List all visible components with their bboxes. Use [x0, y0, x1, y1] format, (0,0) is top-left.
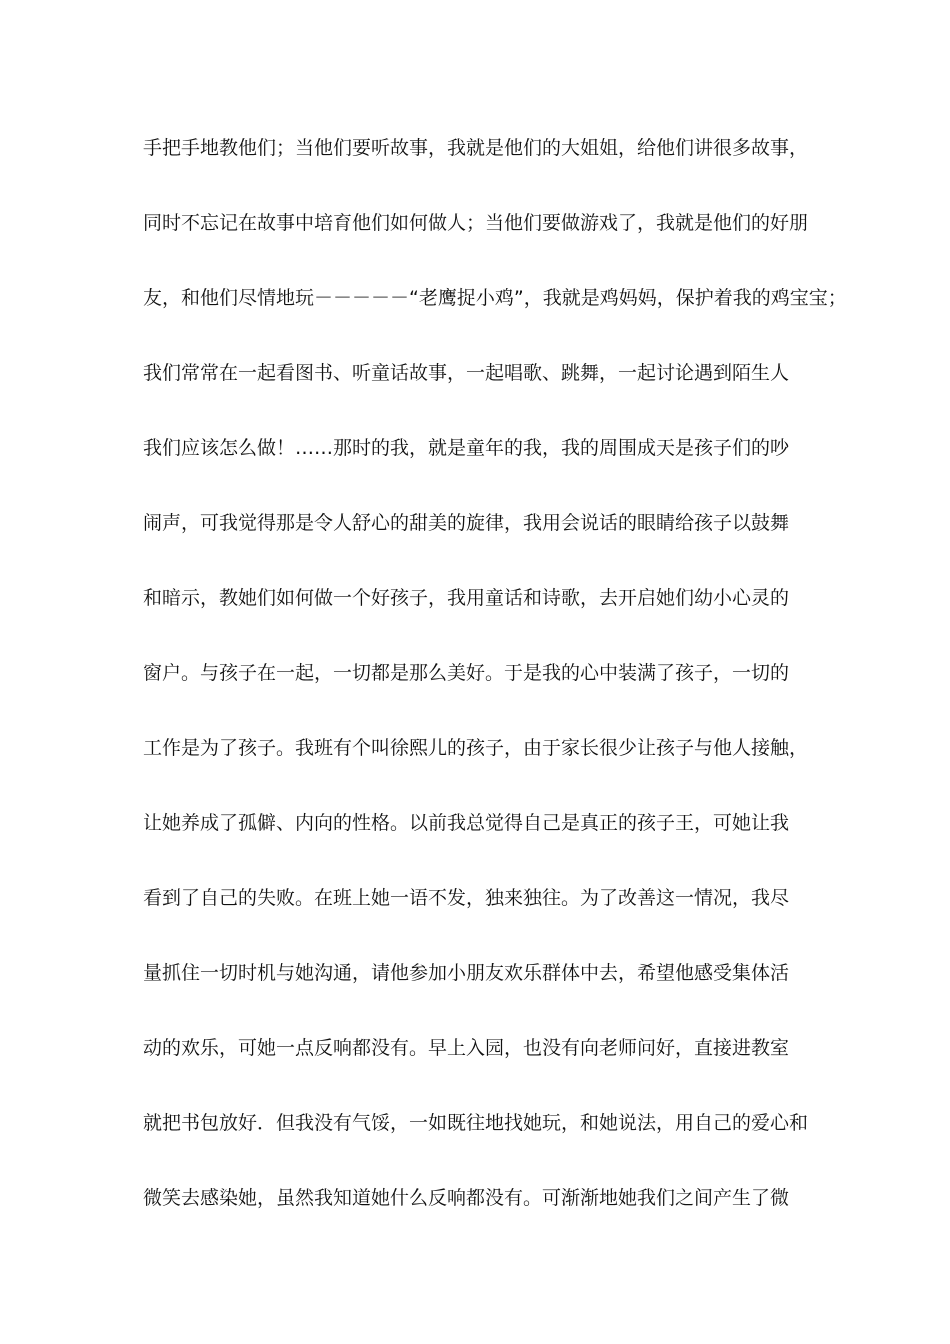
text-line: 动的欢乐，可她一点反响都没有。早上入园，也没有向老师问好，直接进教室: [143, 1037, 790, 1059]
text-line: 同时不忘记在故事中培育他们如何做人；当他们要做游戏了，我就是他们的好朋: [143, 212, 809, 234]
text-line: 量抓住一切时机与她沟通，请他参加小朋友欢乐群体中去，希望他感受集体活: [143, 962, 790, 984]
text-line: 我们应该怎么做！……那时的我，就是童年的我，我的周围成天是孩子们的吵: [143, 437, 790, 459]
text-line: 微笑去感染她，虽然我知道她什么反响都没有。可渐渐地她我们之间产生了微: [143, 1187, 790, 1209]
text-line: 友，和他们尽情地玩－－－－－“老鹰捉小鸡”，我就是鸡妈妈，保护着我的鸡宝宝；: [143, 287, 847, 309]
body-text: [143, 128, 847, 1253]
text-line: 手把手地教他们；当他们要听故事，我就是他们的大姐姐，给他们讲很多故事，: [143, 137, 809, 159]
text-line: 和暗示，教她们如何做一个好孩子，我用童话和诗歌，去开启她们幼小心灵的: [143, 587, 790, 609]
text-line: 闹声，可我觉得那是令人舒心的甜美的旋律，我用会说话的眼睛给孩子以鼓舞: [143, 512, 790, 534]
text-line: 看到了自己的失败。在班上她一语不发，独来独往。为了改善这一情况，我尽: [143, 887, 790, 909]
text-line: 让她养成了孤僻、内向的性格。以前我总觉得自己是真正的孩子王，可她让我: [143, 812, 790, 834]
text-line: 窗户。与孩子在一起，一切都是那么美好。于是我的心中装满了孩子，一切的: [143, 662, 790, 684]
text-line: 工作是为了孩子。我班有个叫徐熙儿的孩子，由于家长很少让孩子与他人接触，: [143, 737, 809, 759]
text-line: 就把书包放好．但我没有气馁，一如既往地找她玩，和她说法，用自己的爱心和: [143, 1112, 809, 1134]
text-line: 我们常常在一起看图书、听童话故事，一起唱歌、跳舞，一起讨论遇到陌生人: [143, 362, 790, 384]
